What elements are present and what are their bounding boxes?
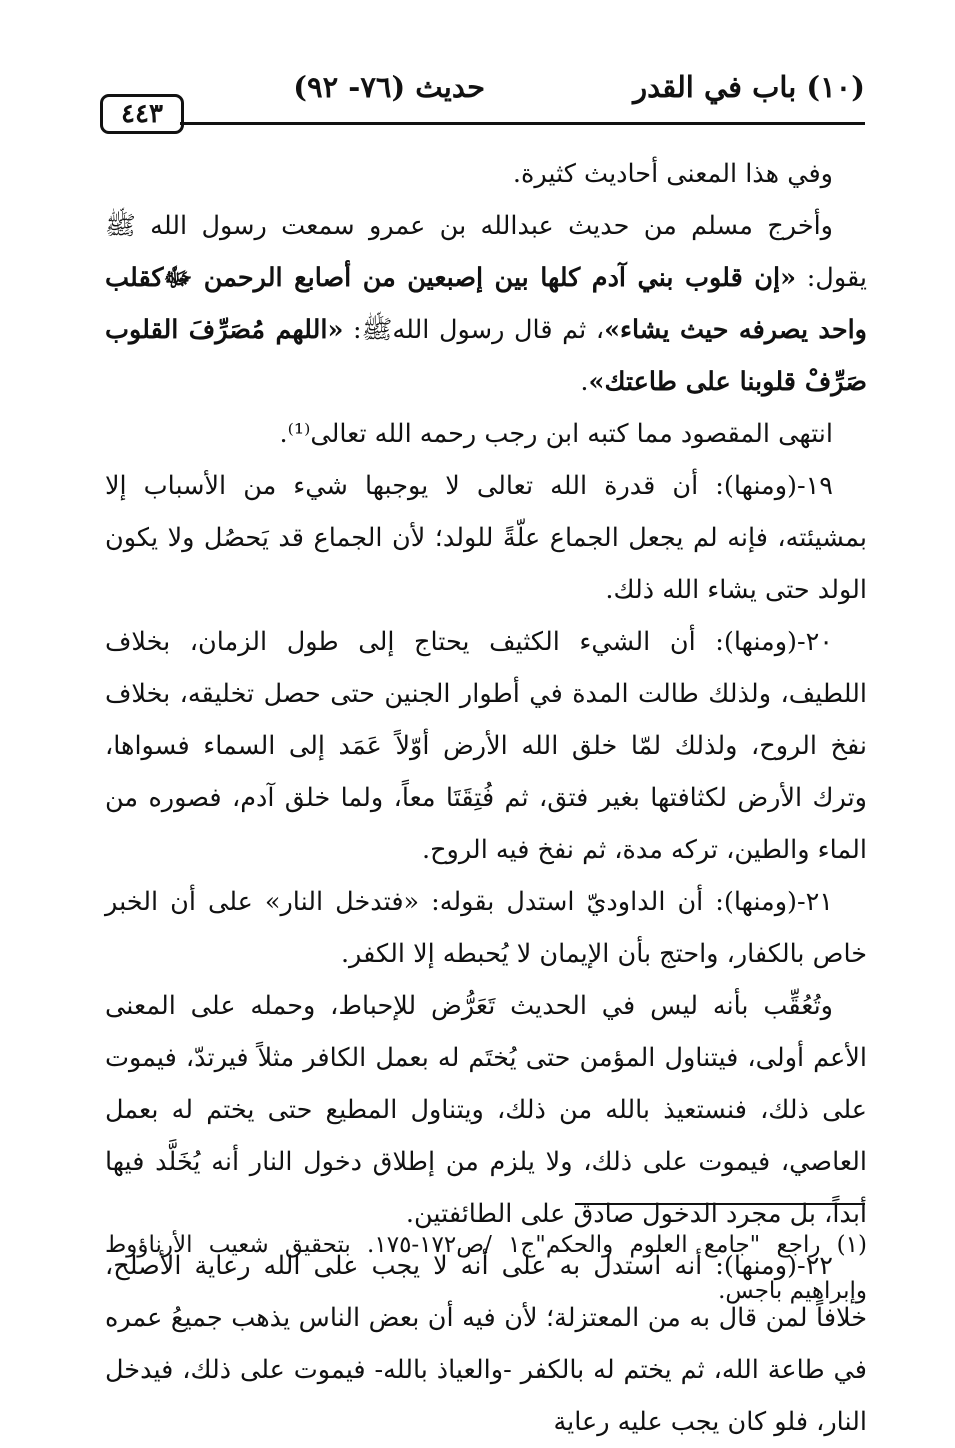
point-label-20: ٢٠-(ومنها): (695, 627, 833, 657)
hadith-quote-2: «اللهم مُصَرِّفَ القلوب صَرِّفْ قلوبنا على طاعتك» (105, 315, 867, 397)
point-text-20: أن الشيء الكثيف يحتاج إلى طول الزمان، بخلاف اللطيف، ولذلك طالت المدة في أطوار الجنين حتى حصل تخليقه، بخلاف نفخ الروح، ولذلك لمّا خلق الله الأرض أوّلاً عَمَد إلى السماء فسواها، وترك الأرض لكثافتها بغير فتق، ثم فُتِقَتَا معاً، ولما خلق آدم، فصوره من الماء والطين، تركه مدة، ثم نفخ فيه الروح. (105, 627, 867, 865)
p2-mid: ، ثم قال رسول اللهﷺ: (343, 315, 605, 345)
paragraph-3: انتهى المقصود مما كتبه ابن رجب رحمه الله تعالى⁽¹⁾. (279, 419, 833, 449)
p2-intro: وأخرج مسلم من حديث عبدالله بن عمرو سمعت رسول الله ﷺ يقول: (105, 211, 867, 293)
point-label-22: ٢٢-(ومنها): (702, 1251, 833, 1281)
point-text-21: أن الداوديّ استدل بقوله: «فتدخل النار» على أن الخبر خاص بالكفار، واحتج بأن الإيمان لا يُحبطه إلا الكفر. (105, 887, 867, 969)
footnote-rule (575, 1203, 865, 1205)
point-text-19: أن قدرة الله تعالى لا يوجبها شيء من الأسباب إلا بمشيئته، فإنه لم يجعل الجماع علّةً للولد؛ لأن الجماع قد يَحصُل ولا يكون الولد حتى يشاء الله ذلك. (105, 471, 867, 605)
point-label-19: ١٩-(ومنها): (698, 471, 833, 501)
paragraph-2 (105, 200, 867, 408)
hadith-quote-1: «إن قلوب بني آدم كلها بين إصبعين من أصابع الرحمن ﷻكقلب واحد يصرفه حيث يشاء» (105, 263, 867, 345)
paragraph-21 (105, 876, 867, 980)
footnote: (١) راجع "جامع العلوم والحكم"ج١ /ص١٧٢-١٧٥. بتحقيق شعيب الأرناؤوط وإبراهيم باجس. (105, 1232, 868, 1304)
point-text-22: أنه استدل به على أنه لا يجب على الله رعاية الأصلح، خلافاً لمن قال به من المعتزلة؛ لأن فيه أن بعض الناس يذهب جميعُ عمره في طاعة الله، ثم يختم له بالكفر -والعياذ بالله- فيموت على ذلك، فيدخل النار، فلو كان يجب عليه رعاية (105, 1251, 867, 1437)
paragraph-1: وفي هذا المعنى أحاديث كثيرة. (512, 159, 833, 189)
paragraph-20 (105, 616, 867, 876)
hadith-range-heading: حديث (٧٦- ٩٢) (293, 70, 485, 104)
point-label-21: ٢١-(ومنها): (703, 887, 833, 917)
header-rule (180, 122, 865, 125)
p2-end: . (580, 367, 589, 397)
paragraph-19 (105, 460, 867, 616)
chapter-heading: (١٠) باب في القدر (633, 70, 865, 104)
page-number: ٤٤٣ (100, 94, 184, 134)
paragraph-rebuttal: وتُعُقِّب بأنه ليس في الحديث تَعَرُّض للإحباط، وحمله على المعنى الأعم أولى، فيتناول المؤمن حتى يُختَم له بعمل الكافر مثلاً فيرتدّ، فيموت على ذلك، فنستعيذ بالله من ذلك، ويتناول المطيع حتى يختم له بعمل العاصي، فيموت على ذلك، ولا يلزم من إطلاق دخول النار أنه يُخَلَّد فيها أبداً، بل مجرد الدخول صادق على الطائفتين. (105, 991, 867, 1229)
